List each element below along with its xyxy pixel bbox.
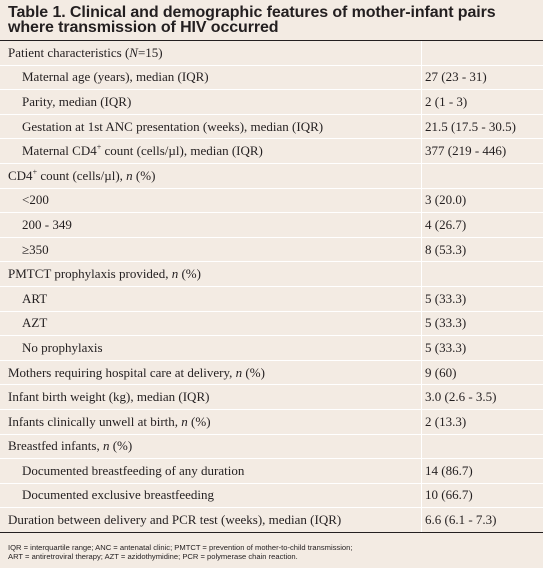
table-row	[0, 65, 543, 90]
table-row	[0, 336, 543, 361]
row-value: 8 (53.3)	[422, 237, 543, 262]
table-row	[0, 483, 543, 508]
table-row	[0, 459, 543, 484]
table-row	[0, 90, 543, 115]
row-label: Parity, median (IQR)	[0, 90, 422, 115]
row-value	[422, 434, 543, 459]
table-title	[0, 0, 543, 35]
table-footnote	[0, 533, 543, 562]
table-row	[0, 213, 543, 238]
row-label: <200	[0, 188, 422, 213]
row-label: Documented exclusive breastfeeding	[0, 483, 422, 508]
table-row	[0, 311, 543, 336]
row-value: 5 (33.3)	[422, 336, 543, 361]
row-value: 3.0 (2.6 - 3.5)	[422, 385, 543, 410]
footnote-line-1: IQR = interquartile range; ANC = antenatal clinic; PMTCT = prevention of mother-to-child transmission;	[8, 542, 353, 552]
table-row	[0, 163, 543, 188]
row-value: 377 (219 - 446)	[422, 139, 543, 164]
row-value: 10 (66.7)	[422, 483, 543, 508]
table-row	[0, 114, 543, 139]
row-label: No prophylaxis	[0, 336, 422, 361]
row-label: 200 - 349	[0, 213, 422, 238]
row-label: Breastfed infants, n (%)	[0, 434, 422, 459]
footnote-line-2: ART = antiretroviral therapy; AZT = azidothymidine; PCR = polymerase chain reaction.	[8, 552, 298, 562]
row-value: 2 (1 - 3)	[422, 90, 543, 115]
row-label: Infant birth weight (kg), median (IQR)	[0, 385, 422, 410]
row-label: Maternal age (years), median (IQR)	[0, 65, 422, 90]
row-value: 4 (26.7)	[422, 213, 543, 238]
row-label: Maternal CD4+ count (cells/µl), median (IQR)	[0, 139, 422, 164]
row-value: 3 (20.0)	[422, 188, 543, 213]
row-label: Documented breastfeeding of any duration	[0, 459, 422, 484]
row-label: CD4+ count (cells/µl), n (%)	[0, 163, 422, 188]
row-value: 9 (60)	[422, 360, 543, 385]
table-row	[0, 139, 543, 164]
table-body	[0, 41, 543, 532]
row-label: Duration between delivery and PCR test (weeks), median (IQR)	[0, 508, 422, 533]
row-value: 5 (33.3)	[422, 286, 543, 311]
row-value	[422, 41, 543, 65]
row-value: 6.6 (6.1 - 7.3)	[422, 508, 543, 533]
data-table	[0, 41, 543, 533]
table-row	[0, 237, 543, 262]
row-label: Infants clinically unwell at birth, n (%)	[0, 409, 422, 434]
table-row	[0, 262, 543, 287]
row-value: 5 (33.3)	[422, 311, 543, 336]
table-title-line-1: Table 1. Clinical and demographic features of mother-infant pairs	[8, 4, 496, 21]
table-row	[0, 508, 543, 533]
table-row	[0, 385, 543, 410]
row-value	[422, 163, 543, 188]
row-label: PMTCT prophylaxis provided, n (%)	[0, 262, 422, 287]
table-row	[0, 409, 543, 434]
row-label: ART	[0, 286, 422, 311]
row-label: AZT	[0, 311, 422, 336]
row-label: Mothers requiring hospital care at delivery, n (%)	[0, 360, 422, 385]
row-value: 2 (13.3)	[422, 409, 543, 434]
row-value: 14 (86.7)	[422, 459, 543, 484]
table-row	[0, 41, 543, 65]
table-row	[0, 434, 543, 459]
row-value: 21.5 (17.5 - 30.5)	[422, 114, 543, 139]
row-label: Patient characteristics (N=15)	[0, 41, 422, 65]
table-row	[0, 188, 543, 213]
row-value: 27 (23 - 31)	[422, 65, 543, 90]
row-label: ≥350	[0, 237, 422, 262]
table-title-line-2: where transmission of HIV occurred	[8, 19, 279, 36]
table-row	[0, 286, 543, 311]
row-label: Gestation at 1st ANC presentation (weeks), median (IQR)	[0, 114, 422, 139]
row-value	[422, 262, 543, 287]
table-row	[0, 360, 543, 385]
